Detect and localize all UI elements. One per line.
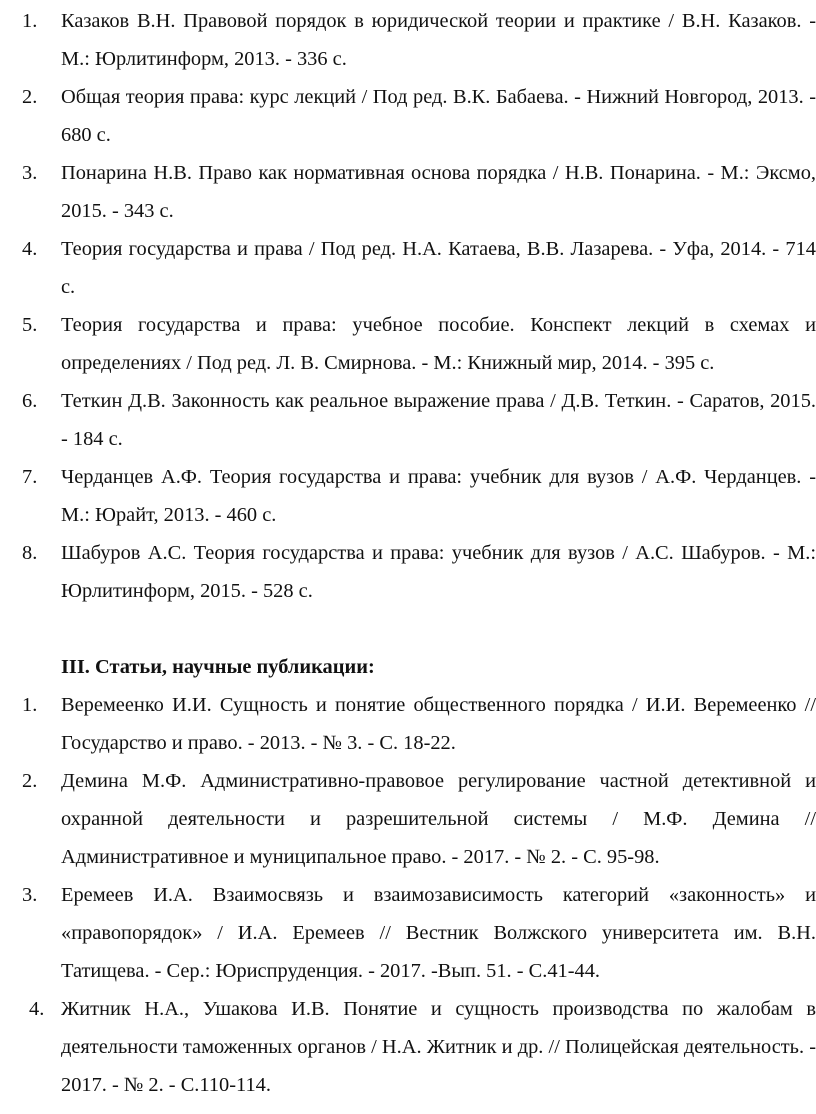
reference-item: [0, 876, 816, 990]
reference-number: 4.: [29, 998, 45, 1020]
reference-number: 1.: [22, 694, 38, 716]
reference-number: 1.: [22, 10, 38, 32]
reference-item: [0, 534, 816, 610]
reference-text: Теория государства и права: учебное пособие. Конспект лекций в схемах и определениях / Под ред. Л. В. Смирнова. - М.: Книжный мир, 2014. - 395 с.: [61, 314, 816, 374]
section-heading: III. Статьи, научные публикации:: [61, 656, 375, 678]
reference-number: 3.: [22, 162, 38, 184]
reference-item: [0, 762, 816, 876]
reference-text: Черданцев А.Ф. Теория государства и права: учебник для вузов / А.Ф. Черданцев. - М.: Юрайт, 2013. - 460 с.: [61, 466, 816, 526]
reference-item: [0, 230, 816, 306]
reference-text: Демина М.Ф. Административно-правовое регулирование частной детективной и охранной деятельности и разрешительной системы / М.Ф. Демина // Административное и муниципальное право. - 2017. - № 2. - С. 95-98.: [61, 770, 816, 868]
reference-number: 8.: [22, 542, 38, 564]
reference-item: [0, 78, 816, 154]
reference-number: 2.: [22, 86, 38, 108]
reference-item: [0, 2, 816, 78]
reference-text: Казаков В.Н. Правовой порядок в юридической теории и практике / В.Н. Казаков. - М.: Юрлитинформ, 2013. - 336 с.: [61, 10, 816, 70]
reference-number: 3.: [22, 884, 38, 906]
reference-text: Веремеенко И.И. Сущность и понятие общественного порядка / И.И. Веремеенко // Государство и право. - 2013. - № 3. - С. 18-22.: [61, 694, 816, 754]
reference-list-articles: [0, 686, 816, 1104]
reference-number: 6.: [22, 390, 38, 412]
reference-text: Житник Н.А., Ушакова И.В. Понятие и сущность производства по жалобам в деятельности таможенных органов / Н.А. Житник и др. // Полицейская деятельность. - 2017. - № 2. - С.110-114.: [61, 998, 816, 1096]
reference-number: 5.: [22, 314, 38, 336]
reference-number: 2.: [22, 770, 38, 792]
reference-item: [0, 154, 816, 230]
reference-item: [0, 990, 816, 1104]
reference-item: [0, 306, 816, 382]
reference-item: [0, 458, 816, 534]
reference-number: 7.: [22, 466, 38, 488]
reference-text: Теткин Д.В. Законность как реальное выражение права / Д.В. Теткин. - Саратов, 2015. - 184 с.: [61, 390, 816, 450]
document-page: [0, 2, 816, 1104]
reference-text: Общая теория права: курс лекций / Под ред. В.К. Бабаева. - Нижний Новгород, 2013. - 680 с.: [61, 86, 816, 146]
reference-number: 4.: [22, 238, 38, 260]
reference-text: Еремеев И.А. Взаимосвязь и взаимозависимость категорий «законность» и «правопорядок» / И.А. Еремеев // Вестник Волжского университета им. В.Н. Татищева. - Сер.: Юриспруденция. - 2017. -Вып. 51. - С.41-44.: [61, 884, 816, 982]
reference-text: Шабуров А.С. Теория государства и права: учебник для вузов / А.С. Шабуров. - М.: Юрлитинформ, 2015. - 528 с.: [61, 542, 816, 602]
reference-text: Понарина Н.В. Право как нормативная основа порядка / Н.В. Понарина. - М.: Эксмо, 2015. - 343 с.: [61, 162, 816, 222]
reference-item: [0, 686, 816, 762]
reference-text: Теория государства и права / Под ред. Н.А. Катаева, В.В. Лазарева. - Уфа, 2014. - 714 с.: [61, 238, 816, 298]
reference-list-books: [0, 2, 816, 610]
reference-item: [0, 382, 816, 458]
